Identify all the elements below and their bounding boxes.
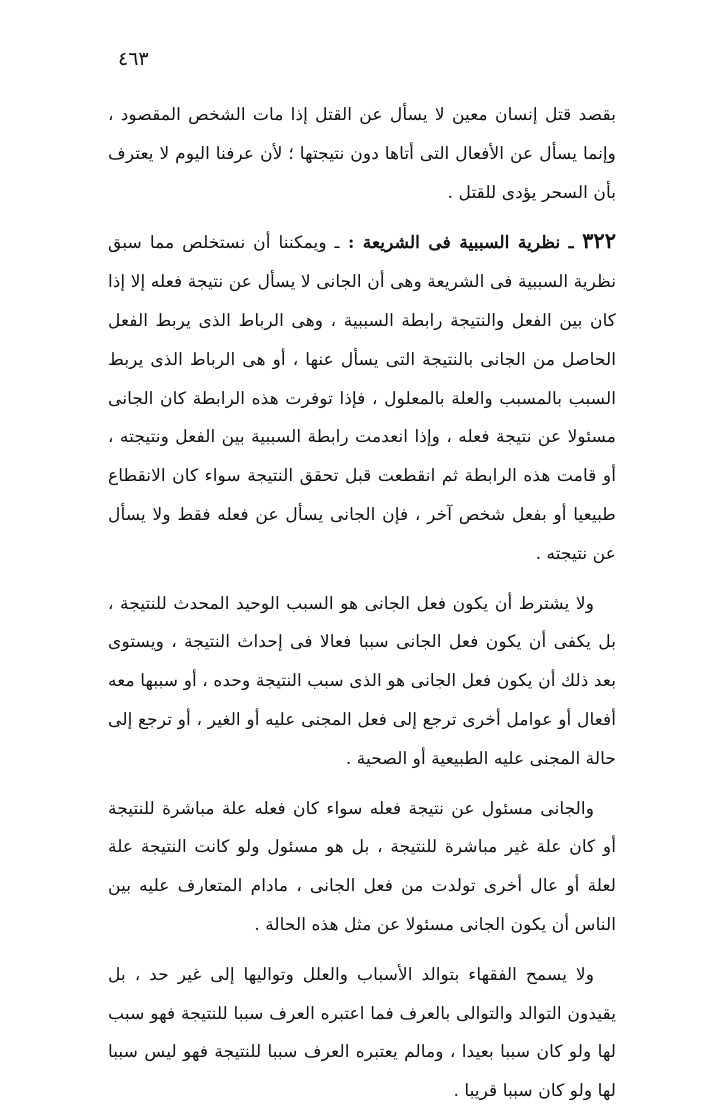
paragraph-2-body: ـ ويمكننا أن نستخلص مما سبق نظرية السببية فى الشريعة وهى أن الجانى لا يسأل عن نتيجة فعله إلا إذا كان بين الفعل والنتيجة رابطة السببية ، وهى الرباط الذى يربط الفعل الحاصل من الجانى بالنتيجة التى يسأل عنها ، أو هى الرباط الذى يربط السبب بالمسبب والعلة بالمعلول ، فإذا توفرت هذه الرابطة كان الجانى مسئولا عن نتيجة فعله ، وإذا انعدمت رابطة السببية بين الفعل ونتيجته ، أو قامت هذه الرابطة ثم انقطعت قبل تحقق النتيجة سواء كان الانقطاع طبيعيا أو بفعل شخص آخر ، فإن الجانى يسأل عن فعله فقط ولا يسأل عن نتيجته . xyxy=(108,233,616,564)
paragraph-2 xyxy=(108,222,616,573)
section-heading xyxy=(340,228,616,254)
paragraph-4: والجانى مسئول عن نتيجة فعله سواء كان فعله علة مباشرة للنتيجة أو كان علة غير مباشرة للنتيجة ، بل هو مسئول ولو كانت النتيجة علة لعلة أو عال أخرى تولدت من فعل الجانى ، مادام المتعارف عليه بين الناس أن يكون الجانى مسئولا عن مثل هذه الحالة . xyxy=(108,798,616,935)
paragraph-1: بقصد قتل إنسان معين لا يسأل عن القتل إذا مات الشخص المقصود ، وإنما يسأل عن الأفعال التى أتاها دون نتيجتها ؛ لأن عرفنا اليوم لا يعترف بأن السحر يؤدى للقتل . xyxy=(108,105,616,203)
paragraph-5: ولا يسمح الفقهاء بتوالد الأسباب والعلل وتواليها إلى غير حد ، بل يقيدون التوالد والتوالى بالعرف فما اعتبره العرف سببا للنتيجة فهو سبب لها ولو كان سببا بعيدا ، ومالم يعتبره العرف سببا للنتيجة فهو ليس سببا لها ولو كان سببا قريبا . xyxy=(108,964,616,1102)
section-title: ـ نظرية السببية فى الشريعة : xyxy=(348,233,574,254)
section-number: ٣٢٢ xyxy=(582,228,616,254)
paragraph-3: ولا يشترط أن يكون فعل الجانى هو السبب الوحيد المحدث للنتيجة ، بل يكفى أن يكون فعل الجانى سببا فعالا فى إحداث النتيجة ، ويستوى بعد ذلك أن يكون فعل الجانى هو الذى سبب النتيجة وحده ، أو سببها معه أفعال أو عوامل أخرى ترجع إلى فعل المجنى عليه أو الغير ، أو ترجع إلى حالة المجنى عليه الطبيعية أو الصحية . xyxy=(108,593,616,769)
page-body xyxy=(108,96,616,1111)
page-number: ٤٦٣ xyxy=(118,48,149,70)
